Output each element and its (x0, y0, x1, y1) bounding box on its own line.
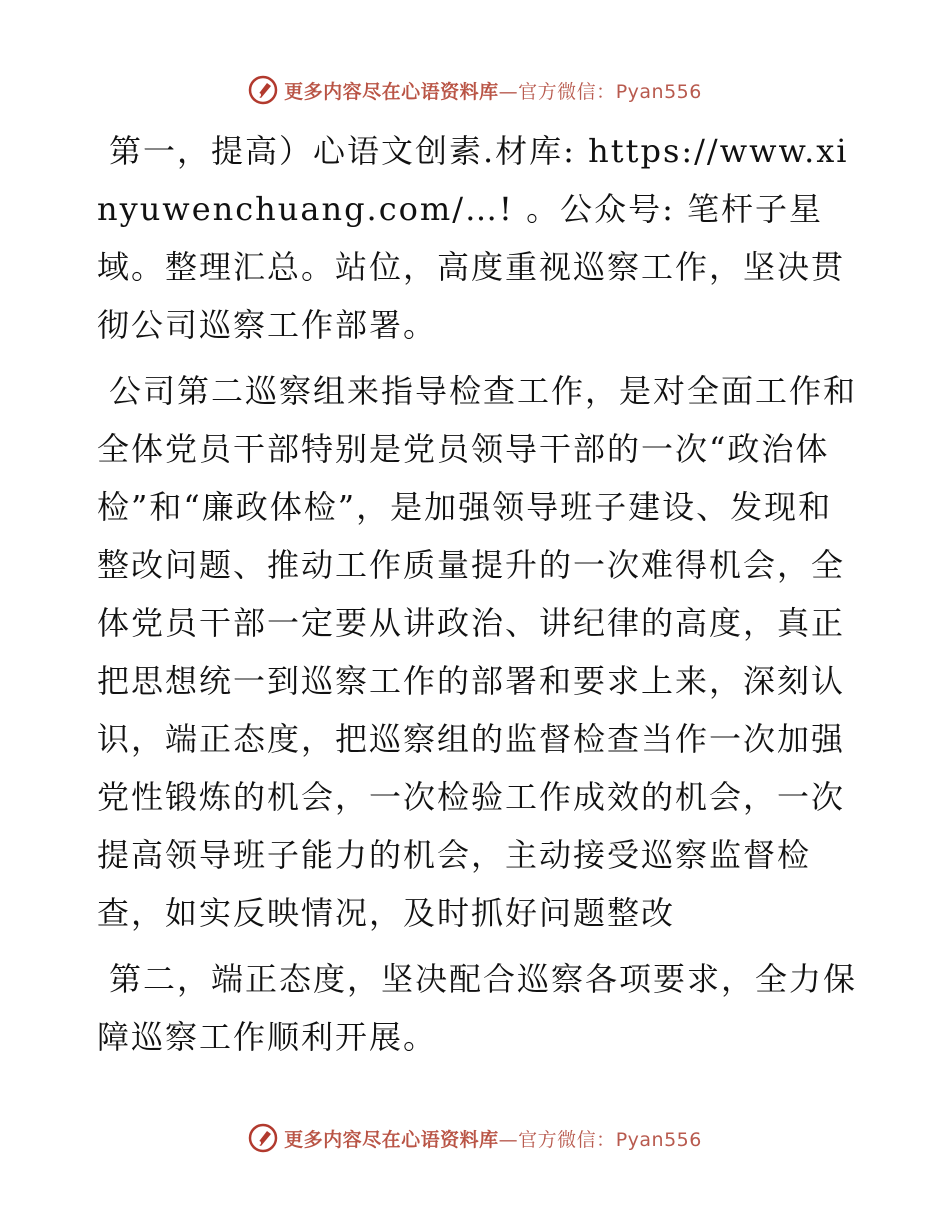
paragraph-1 (97, 122, 857, 354)
banner-wechat-label: 官方微信： (518, 80, 616, 103)
paragraph-3-text: 第二，端正态度，坚决配合巡察各项要求，全力保障巡察工作顺利开展。 (97, 960, 858, 1056)
banner-separator: — (498, 1128, 519, 1151)
pen-nib-logo-icon (248, 75, 278, 105)
banner-text (284, 1125, 702, 1152)
paragraph-2-text: 公司第二巡察组来指导检查工作，是对全面工作和全体党员干部特别是党员领导干部的一次“政治体检”和“廉政体检”，是加强领导班子建设、发现和整改问题、推动工作质量提升的一次难得机会，全体党员干部一定要从讲政治、讲纪律的高度，真正把思想统一到巡察工作的部署和要求上来，深刻认识，端正态度，把巡察组的监督检查当作一次加强党性锻炼的机会，一次检验工作成效的机会，一次提高领导班子能力的机会，主动接受巡察监督检查，如实反映情况，及时抓好问题整改 (97, 372, 858, 932)
paragraph-2 (97, 362, 857, 942)
pen-nib-logo-icon (248, 1123, 278, 1153)
footer-banner (0, 1118, 950, 1158)
paragraph-3 (97, 950, 857, 1066)
banner-wechat-id: Pyan556 (615, 80, 702, 103)
banner-wechat-label: 官方微信： (518, 1128, 616, 1151)
banner-text (284, 77, 702, 104)
paragraph-1-text: 第一，提高）心语文创素.材库: https://www.xinyuwenchuang.com/…! 。公众号: 笔杆子星域。整理汇总。站位，高度重视巡察工作，坚决贯彻公司巡察工作部署。 (97, 132, 849, 344)
banner-brand: 更多内容尽在心语资料库 (284, 81, 499, 103)
banner-brand: 更多内容尽在心语资料库 (284, 1129, 499, 1151)
document-body (97, 122, 857, 1074)
header-banner (0, 70, 950, 110)
banner-separator: — (498, 80, 519, 103)
banner-wechat-id: Pyan556 (615, 1128, 702, 1151)
